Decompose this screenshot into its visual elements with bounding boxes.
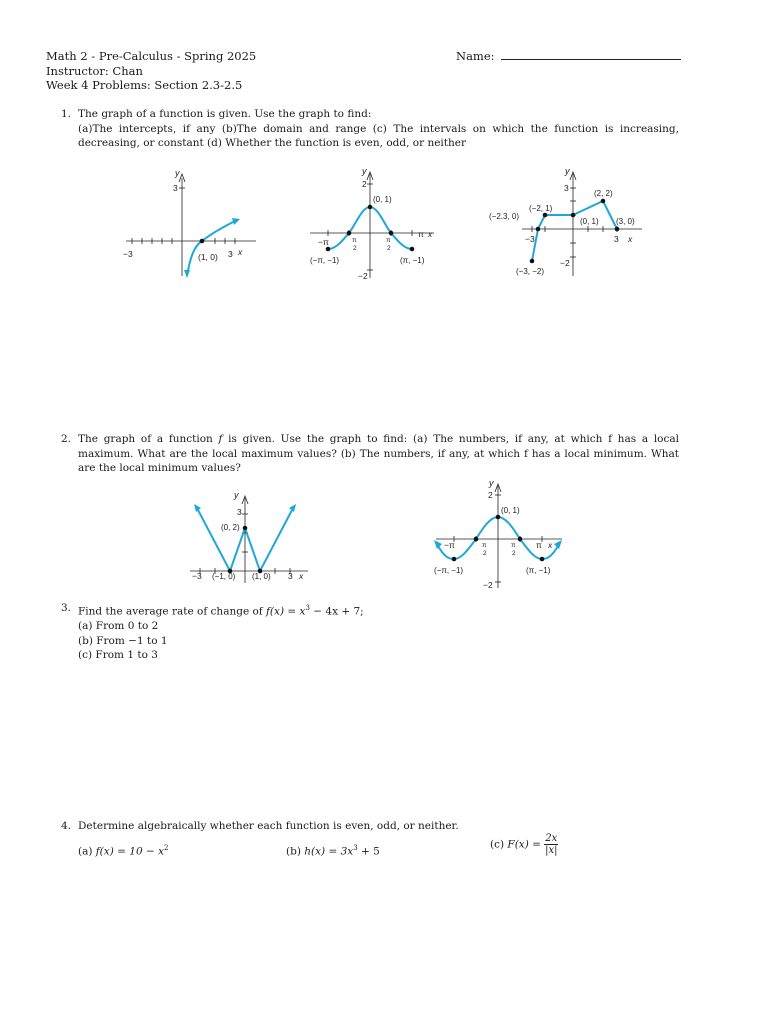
instructor: Instructor: Chan [46, 63, 143, 78]
point-label: (0, 1) [501, 506, 520, 515]
point-label: (1, 0) [198, 252, 218, 262]
point-label: (−2.3, 0) [489, 212, 520, 221]
tick-label: −3 [123, 249, 133, 259]
question-number: 1. [61, 108, 72, 120]
q3-function: f(x) = x [266, 605, 306, 618]
part-label: (c) [490, 838, 508, 851]
q4-c-function: F(x) = [507, 838, 545, 851]
tick-label: 3 [173, 183, 178, 193]
tick-label: π [418, 229, 424, 239]
name-blank[interactable] [501, 49, 681, 60]
q4-b-function-rest: + 5 [357, 845, 380, 858]
question-3 [61, 601, 679, 663]
q4-part-a [78, 841, 169, 859]
tick-label: 2 [512, 550, 516, 557]
header-block [46, 49, 256, 93]
question-4 [61, 819, 679, 834]
point-label: (3, 0) [616, 217, 635, 226]
q4-b-function: h(x) = 3x [304, 845, 354, 858]
tick-label: π [352, 237, 357, 244]
tick-label: π [386, 237, 391, 244]
point-label: (−3, −2) [516, 267, 545, 276]
q2-graph-2 [430, 478, 568, 592]
q4-a-function: f(x) = 10 − x [95, 845, 165, 858]
q4-part-b [286, 841, 380, 859]
point-label: (2, 2) [594, 189, 613, 198]
tick-label: π [482, 542, 487, 549]
q2-text [78, 432, 679, 476]
tick-label: 2 [483, 550, 487, 557]
point-label: (−π, −1) [310, 256, 340, 265]
y-axis-label: y [234, 490, 239, 500]
q1-line1: The graph of a function is given. Use the graph to find: [78, 108, 372, 120]
exponent: 2 [164, 844, 169, 852]
exponent: 3 [353, 844, 358, 852]
point-label: (0, 1) [373, 195, 392, 204]
tick-label: 3 [228, 249, 233, 259]
sqrt-curve [187, 220, 237, 276]
q1-line2: (a)The intercepts, if any (b)The domain and range (c) The intervals on which the function is increasing, decreasing, or constant (d) Whether the function is even, odd, or neither [78, 122, 679, 150]
tick-label: 2 [362, 179, 367, 189]
tick-label: −2 [560, 258, 570, 268]
q4-part-c [490, 833, 558, 856]
fraction [544, 833, 558, 856]
q2-function-symbol: f [218, 433, 223, 445]
tick-label: π [536, 540, 542, 550]
tick-label: −2 [483, 580, 493, 590]
week-title: Week 4 Problems: Section 2.3-2.5 [46, 78, 243, 92]
question-number: 2. [61, 433, 72, 445]
x-axis-label: x [428, 229, 433, 239]
q3-part-c: (c) From 1 to 3 [78, 649, 158, 662]
question-number: 4. [61, 820, 72, 832]
q3-function-rest: − 4x + 7; [309, 605, 364, 618]
q1-graph-3 [486, 166, 656, 284]
q1-graph-1 [120, 166, 260, 284]
x-axis-label: x [299, 571, 304, 581]
y-axis-label: y [175, 168, 180, 178]
point-label: (π, −1) [526, 566, 551, 575]
q3-intro [78, 601, 679, 619]
tick-label: −3 [525, 234, 535, 244]
q3-exponent: 3 [305, 604, 310, 612]
tick-label: −2 [358, 271, 368, 281]
fraction-numerator: 2x [545, 833, 558, 844]
q2-text-a: The graph of a function [78, 433, 219, 445]
q4-text: Determine algebraically whether each function is even, odd, or neither. [78, 820, 459, 832]
tick-label: −3 [192, 571, 202, 581]
fraction-denominator: |x| [545, 845, 558, 856]
question-1 [61, 107, 679, 151]
tick-label: π [511, 542, 516, 549]
q3-intro-text: Find the average rate of change of [78, 605, 267, 618]
question-number: 3. [61, 602, 72, 614]
course-title: Math 2 - Pre-Calculus - Spring 2025 [46, 49, 257, 63]
point-label: (1, 0) [252, 572, 271, 581]
tick-label: −π [444, 540, 455, 550]
point-label: (−2, 1) [529, 204, 553, 213]
y-axis-label: y [565, 166, 570, 176]
q2-graph-1 [186, 488, 316, 586]
part-label: (b) [286, 845, 305, 858]
tick-label: 3 [288, 571, 293, 581]
x-axis-label: x [548, 540, 553, 550]
question-2 [61, 432, 679, 476]
point-label: (0, 2) [221, 523, 240, 532]
x-axis-label: x [628, 234, 633, 244]
point-label: (−π, −1) [434, 566, 464, 575]
y-axis-label: y [489, 478, 494, 488]
tick-label: 3 [564, 183, 569, 193]
tick-label: 2 [387, 245, 391, 252]
point-label: (−1, 0) [212, 572, 236, 581]
name-label: Name: [456, 49, 495, 63]
tick-label: 3 [237, 507, 242, 517]
point-label: (0, 1) [580, 217, 599, 226]
tick-label: 2 [353, 245, 357, 252]
tick-label: 2 [488, 490, 493, 500]
q3-part-b: (b) From −1 to 1 [78, 634, 168, 647]
part-label: (a) [78, 845, 96, 858]
tick-label: −π [318, 237, 329, 247]
tick-label: 3 [614, 234, 619, 244]
x-axis-label: x [238, 247, 243, 257]
point-label: (π, −1) [400, 256, 425, 265]
q2-text-b: is given. Use the graph to find: (a) The numbers, if any, at which f has a local maximum. What are the local maximum values? (b) The numbers, if any, at which f has a local minimum. What are the local minimum values? [78, 433, 679, 475]
q1-graph-2 [300, 166, 440, 284]
name-field [456, 49, 681, 64]
q3-part-a: (a) From 0 to 2 [78, 620, 159, 633]
y-axis-label: y [362, 166, 367, 176]
